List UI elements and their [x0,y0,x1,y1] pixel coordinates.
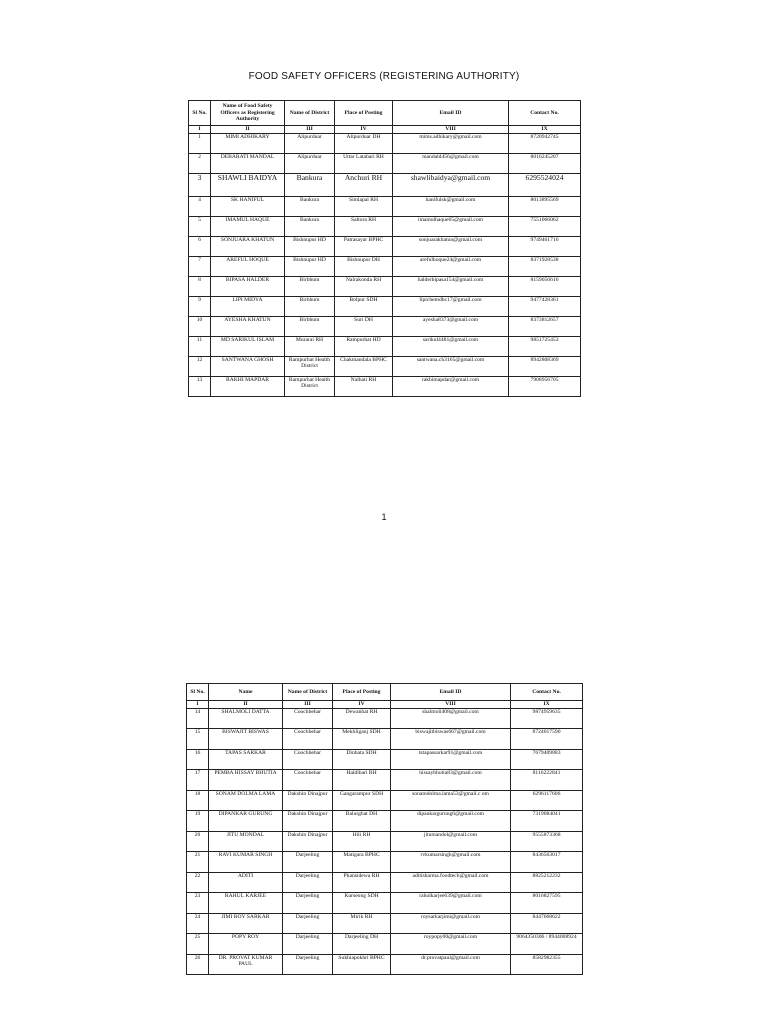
cell-contact-no: 8159056616 [509,276,581,296]
cell-district: Dakshin Dinajpur [283,811,333,832]
cell-contact-no: 8825212232 [511,872,583,893]
cell-district: Darjeeling [283,913,333,934]
cell-email: shalmoli408@gmail.com [391,708,511,729]
cell-place-of-posting: Mekhliganj SDH [333,729,391,750]
cell-officer-name: SANTWANA GHOSH [211,356,285,376]
cell-district: Birbhum [285,316,335,336]
cell-officer-name: RAHUL KARJEE [209,893,283,914]
cell-place-of-posting: Nalhati RH [335,376,393,396]
cell-place-of-posting: Phansidewa RH [333,872,391,893]
cell-contact-no: 7679409883 [511,749,583,770]
cell-sl-no: 3 [189,173,211,196]
cell-place-of-posting: Anchuri RH [335,173,393,196]
cell-contact-no: 9064350306 / 8944008924 [511,934,583,955]
officers-table-page2 [186,683,583,975]
cell-contact-no: 7551066062 [509,216,581,236]
cell-contact-no: 8116222841 [511,770,583,791]
cell-email: sonjuarakhatun@gmail.com [393,236,509,256]
officers-table-page1 [188,100,581,397]
table-row [187,831,583,852]
cell-sl-no: 8 [189,276,211,296]
cell-sl-no: 7 [189,256,211,276]
table-row [187,852,583,873]
header-officer-name: Name [209,684,283,701]
cell-officer-name: ADITI [209,872,283,893]
cell-email: rahulkarjee639@gmail.com [391,893,511,914]
cell-email: dipankargurung6@gmail.com [391,811,511,832]
cell-sl-no: 6 [189,236,211,256]
cell-email: santwana.ch3165@gmail.com [393,356,509,376]
cell-email: roypopy00@gmail.com [391,934,511,955]
cell-officer-name: SHAWLI BAIDYA [211,173,285,196]
cell-sl-no: 22 [187,872,209,893]
cell-contact-no: 8447668622 [511,913,583,934]
column-numeral: III [283,701,333,709]
cell-district: Dakshin Dinajpur [283,790,333,811]
cell-sl-no: 19 [187,811,209,832]
cell-sl-no: 18 [187,790,209,811]
table-row [187,790,583,811]
cell-district: Murarai RH [285,336,335,356]
cell-contact-no: 8373812657 [509,316,581,336]
cell-email: rakhimapdar@gmail.com [393,376,509,396]
cell-sl-no: 9 [189,296,211,316]
cell-sl-no: 26 [187,954,209,975]
roman-numeral-row [189,126,581,134]
cell-email: rvkumarsingh@gmail.com [391,852,511,873]
cell-district: Coochbehar [283,708,333,729]
cell-sl-no: 25 [187,934,209,955]
cell-sl-no: 2 [189,153,211,173]
table-row [187,708,583,729]
column-numeral: IX [511,701,583,709]
cell-contact-no: 9874959635 [511,708,583,729]
table-row [189,216,581,236]
header-sl-no: Sl No. [189,101,211,126]
cell-email: imamulhaque65@gmail.com [393,216,509,236]
column-numeral: I [189,126,211,134]
cell-district: Birbhum [285,276,335,296]
cell-officer-name: AYESHA KHATUN [211,316,285,336]
table-row [189,316,581,336]
cell-sl-no: 5 [189,216,211,236]
cell-officer-name: SK HANIFUL [211,196,285,216]
header-district: Name of District [283,684,333,701]
table-row [189,133,581,153]
cell-contact-no: 9749461716 [509,236,581,256]
cell-sl-no: 21 [187,852,209,873]
cell-email: lipichemdbc17@gmail.com [393,296,509,316]
cell-contact-no: 8942808369 [509,356,581,376]
header-place-of-posting: Place of Posting [335,101,393,126]
cell-district: Darjeeling [283,872,333,893]
cell-place-of-posting: Balurghat DH [333,811,391,832]
cell-email: hissaybhutia83@gmail.com [391,770,511,791]
cell-email: sonamdolma.lama53@gmail.c om [391,790,511,811]
cell-district: Coochbehar [283,770,333,791]
column-numeral: VIII [393,126,509,134]
cell-officer-name: IMAMUL HAQUE [211,216,285,236]
cell-place-of-posting: Mirik RH [333,913,391,934]
cell-district: Darjeeling [283,954,333,975]
cell-contact-no: 8582982355 [511,954,583,975]
cell-email: hanifulsk@gmail.com [393,196,509,216]
table-row [187,954,583,975]
header-email: Email ID [393,101,509,126]
cell-place-of-posting: Chakmandala BPHC [335,356,393,376]
cell-sl-no: 4 [189,196,211,216]
cell-sl-no: 14 [187,708,209,729]
cell-officer-name: PEMBA HISSAY BHUTIA [209,770,283,791]
column-numeral: II [209,701,283,709]
cell-district: Bishnupur HD [285,236,335,256]
header-district: Name of District [285,101,335,126]
cell-place-of-posting: Darjeeling DH [333,934,391,955]
cell-sl-no: 24 [187,913,209,934]
table-row [187,872,583,893]
cell-contact-no: 6296117606 [511,790,583,811]
cell-officer-name: JIMI ROY SARKAR [209,913,283,934]
table-row [187,811,583,832]
table-row [187,934,583,955]
cell-officer-name: MIMI ADHIKARY [211,133,285,153]
table-row [189,296,581,316]
cell-officer-name: MD SARIKUL ISLAM [211,336,285,356]
cell-place-of-posting: Gangarampur SDH [333,790,391,811]
cell-place-of-posting: Alipurduar DH [335,133,393,153]
cell-contact-no: 8436563017 [511,852,583,873]
cell-sl-no: 17 [187,770,209,791]
cell-place-of-posting: Uttar Latabari RH [335,153,393,173]
header-contact-no: Contact No. [509,101,581,126]
cell-place-of-posting: Rampurhat HD [335,336,393,356]
cell-officer-name: TAPAS SARKAR [209,749,283,770]
header-row [187,684,583,701]
column-numeral: I [187,701,209,709]
cell-district: Alipurduar [285,153,335,173]
header-email: Email ID [391,684,511,701]
table-row [189,196,581,216]
cell-district: Bankura [285,196,335,216]
cell-sl-no: 15 [187,729,209,750]
cell-contact-no: 8013895569 [509,196,581,216]
cell-officer-name: POPY ROY [209,934,283,955]
cell-district: Bankura [285,216,335,236]
table-row [187,749,583,770]
column-numeral: IV [335,126,393,134]
cell-district: Rampurhat Health District [285,376,335,396]
cell-email: sarikul4481@gmail.com [393,336,509,356]
table-row [189,256,581,276]
table-row [187,893,583,914]
table-row [187,770,583,791]
cell-officer-name: DR. PROVAT KUMAR PAUL [209,954,283,975]
cell-contact-no: 7319084041 [511,811,583,832]
cell-place-of-posting: Patrasayar BPHC [335,236,393,256]
header-row [189,101,581,126]
cell-email: roysarkarjimi@gmail.com [391,913,511,934]
cell-officer-name: BISWAJIT BISWAS [209,729,283,750]
cell-officer-name: AREFUL HOQUE [211,256,285,276]
cell-email: mandald456@gmail.com [393,153,509,173]
cell-officer-name: DEBARATI MANDAL [211,153,285,173]
table-row [187,729,583,750]
header-contact-no: Contact No. [511,684,583,701]
document-title: FOOD SAFETY OFFICERS (REGISTERING AUTHORITY) [248,71,520,82]
cell-contact-no: 8720942745 [509,133,581,153]
cell-district: Darjeeling [283,852,333,873]
header-place-of-posting: Place of Posting [333,684,391,701]
cell-place-of-posting: Bishnupur DH [335,256,393,276]
column-numeral: III [285,126,335,134]
cell-email: shawlibaidya@gmail.com [393,173,509,196]
cell-district: Coochbehar [283,749,333,770]
cell-district: Birbhum [285,296,335,316]
cell-officer-name: SHALMOLI DATTA [209,708,283,729]
table-row [189,173,581,196]
cell-sl-no: 16 [187,749,209,770]
cell-email: tstapassarkar91@gmail.com [391,749,511,770]
cell-email: mims.adhikary@gmail.com [393,133,509,153]
cell-email: halderbipasa154@gmail.com [393,276,509,296]
table-row [189,336,581,356]
cell-email: dr.provatpaul@gmail.com [391,954,511,975]
cell-district: Coochbehar [283,729,333,750]
cell-contact-no: 8371928538 [509,256,581,276]
column-numeral: IX [509,126,581,134]
cell-email: biswajitbiswas667@gmail.com [391,729,511,750]
cell-officer-name: DIPANKAR GURUNG [209,811,283,832]
cell-contact-no: 9851725453 [509,336,581,356]
cell-sl-no: 11 [189,336,211,356]
cell-place-of-posting: Nalrakonda RH [335,276,393,296]
cell-place-of-posting: Hili RH [333,831,391,852]
cell-district: Rampurhat Health District [285,356,335,376]
cell-officer-name: BIPASA HALDER [211,276,285,296]
table-row [187,913,583,934]
cell-sl-no: 20 [187,831,209,852]
cell-officer-name: SONAM DOLMA LAMA [209,790,283,811]
cell-district: Darjeeling [283,893,333,914]
roman-numeral-row [187,701,583,709]
table-row [189,276,581,296]
cell-place-of-posting: Bolpur SDH [335,296,393,316]
cell-sl-no: 10 [189,316,211,336]
cell-district: Bankura [285,173,335,196]
cell-officer-name: RAKHI MAPDAR [211,376,285,396]
cell-district: Darjeeling [283,934,333,955]
cell-district: Dakshin Dinajpur [283,831,333,852]
header-sl-no: Sl No. [187,684,209,701]
cell-place-of-posting: Saltora RH [335,216,393,236]
column-numeral: II [211,126,285,134]
cell-place-of-posting: Suri DH [335,316,393,336]
cell-email: jitumandol@gmail.com [391,831,511,852]
cell-place-of-posting: Matigara BPHC [333,852,391,873]
cell-contact-no: 6295524024 [509,173,581,196]
cell-officer-name: SONJUARA KHATUN [211,236,285,256]
cell-place-of-posting: Simlapal RH [335,196,393,216]
column-numeral: VIII [391,701,511,709]
cell-officer-name: LIPI MIDYA [211,296,285,316]
cell-sl-no: 12 [189,356,211,376]
cell-place-of-posting: Dewanhat RH [333,708,391,729]
page-number: 1 [381,512,387,522]
cell-contact-no: 7908956705 [509,376,581,396]
cell-place-of-posting: Haldibari RH [333,770,391,791]
cell-contact-no: 8724017590 [511,729,583,750]
cell-place-of-posting: Kurseong SDH [333,893,391,914]
cell-district: Bishnupur HD [285,256,335,276]
table-row [189,236,581,256]
cell-district: Alipurduar [285,133,335,153]
column-numeral: IV [333,701,391,709]
cell-contact-no: 8016245207 [509,153,581,173]
cell-place-of-posting: Sukhiapokhri BPHC [333,954,391,975]
cell-sl-no: 1 [189,133,211,153]
cell-contact-no: 8016827595 [511,893,583,914]
header-officer-name: Name of Food Safety Officers as Registering Authority [211,101,285,126]
cell-sl-no: 13 [189,376,211,396]
cell-email: arefulhoque24@gmail.com [393,256,509,276]
cell-officer-name: RAVI KUMAR SINGH [209,852,283,873]
table-row [189,153,581,173]
cell-email: ayesha8373@gmail.com [393,316,509,336]
cell-email: aditisharma.foodtech@gmail.com [391,872,511,893]
cell-contact-no: 9477428361 [509,296,581,316]
cell-place-of-posting: Dinhata SDH [333,749,391,770]
cell-officer-name: JITU MONDAL [209,831,283,852]
table-row [189,356,581,376]
cell-sl-no: 23 [187,893,209,914]
table-row [189,376,581,396]
cell-contact-no: 9555873368 [511,831,583,852]
